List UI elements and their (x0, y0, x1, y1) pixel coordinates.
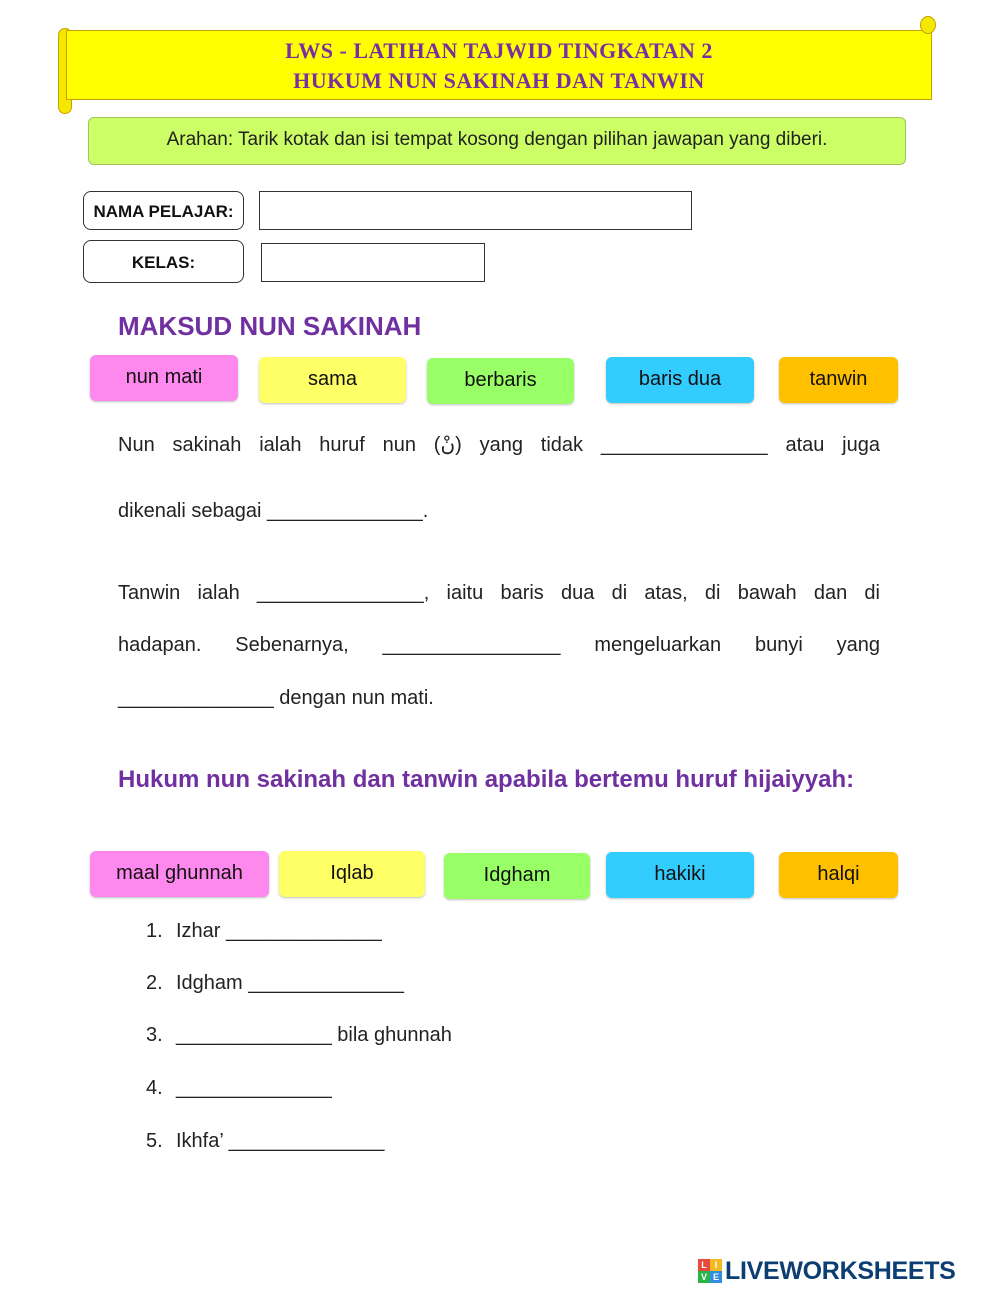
logo-mark-letter: L (698, 1259, 710, 1271)
list-item (146, 918, 382, 944)
list-number: 1. (146, 920, 163, 942)
answer-chip[interactable]: berbaris (427, 358, 574, 404)
list-number: 2. (146, 972, 163, 994)
liveworksheets-logo-icon (698, 1259, 722, 1283)
logo-mark-letter: I (710, 1259, 722, 1271)
list-text: Ikhfa’ ______________ (176, 1130, 385, 1152)
answer-chip[interactable]: tanwin (779, 357, 898, 403)
list-number: 3. (146, 1024, 163, 1046)
answer-chip[interactable]: Idgham (444, 853, 590, 899)
list-text: ______________ (176, 1077, 332, 1099)
banner-title-line1: LWS - LATIHAN TAJWID TINGKATAN 2 (285, 38, 713, 63)
paragraph-line: Nun sakinah ialah huruf nun (نْ) yang tidak _______________ atau juga (118, 434, 880, 456)
logo-text: LIVEWORKSHEETS (725, 1256, 956, 1285)
answer-chip[interactable]: halqi (779, 852, 898, 898)
answer-chip[interactable]: Iqlab (279, 851, 425, 897)
list-item (146, 1022, 452, 1048)
answer-chip[interactable]: hakiki (606, 852, 754, 898)
list-text: ______________ bila ghunnah (176, 1024, 452, 1046)
list-text: Idgham ______________ (176, 972, 404, 994)
paragraph-line: Tanwin ialah _______________, iaitu baris dua di atas, di bawah dan di (118, 582, 880, 604)
instruction-box: Arahan: Tarik kotak dan isi tempat kosong dengan pilihan jawapan yang diberi. (88, 117, 906, 165)
list-number: 5. (146, 1130, 163, 1152)
student-name-input[interactable] (259, 191, 692, 230)
list-item (146, 1075, 332, 1101)
student-name-label: NAMA PELAJAR: (83, 191, 244, 230)
section-title-maksud: MAKSUD NUN SAKINAH (118, 311, 422, 341)
list-item (146, 1128, 384, 1154)
paragraph-line: hadapan. Sebenarnya, ________________ mengeluarkan bunyi yang (118, 634, 880, 656)
section-title-hukum: Hukum nun sakinah dan tanwin apabila bertemu huruf hijaiyyah: (118, 766, 855, 793)
liveworksheets-logo (698, 1256, 956, 1286)
paragraph-line: dikenali sebagai ______________. (118, 500, 429, 522)
answer-chip[interactable]: sama (259, 357, 406, 403)
class-label: KELAS: (83, 240, 244, 283)
answer-chip[interactable]: baris dua (606, 357, 754, 403)
list-item (146, 970, 404, 996)
answer-chip[interactable]: nun mati (90, 355, 238, 401)
answer-chip[interactable]: maal ghunnah (90, 851, 269, 897)
list-number: 4. (146, 1077, 163, 1099)
title-banner (66, 30, 932, 100)
banner-title-line2: HUKUM NUN SAKINAH DAN TANWIN (293, 68, 705, 93)
logo-mark-letter: E (710, 1271, 722, 1283)
banner-curl-right (920, 16, 936, 34)
paragraph-line: ______________ dengan nun mati. (118, 687, 434, 709)
logo-mark-letter: V (698, 1271, 710, 1283)
class-input[interactable] (261, 243, 485, 282)
list-text: Izhar ______________ (176, 920, 382, 942)
